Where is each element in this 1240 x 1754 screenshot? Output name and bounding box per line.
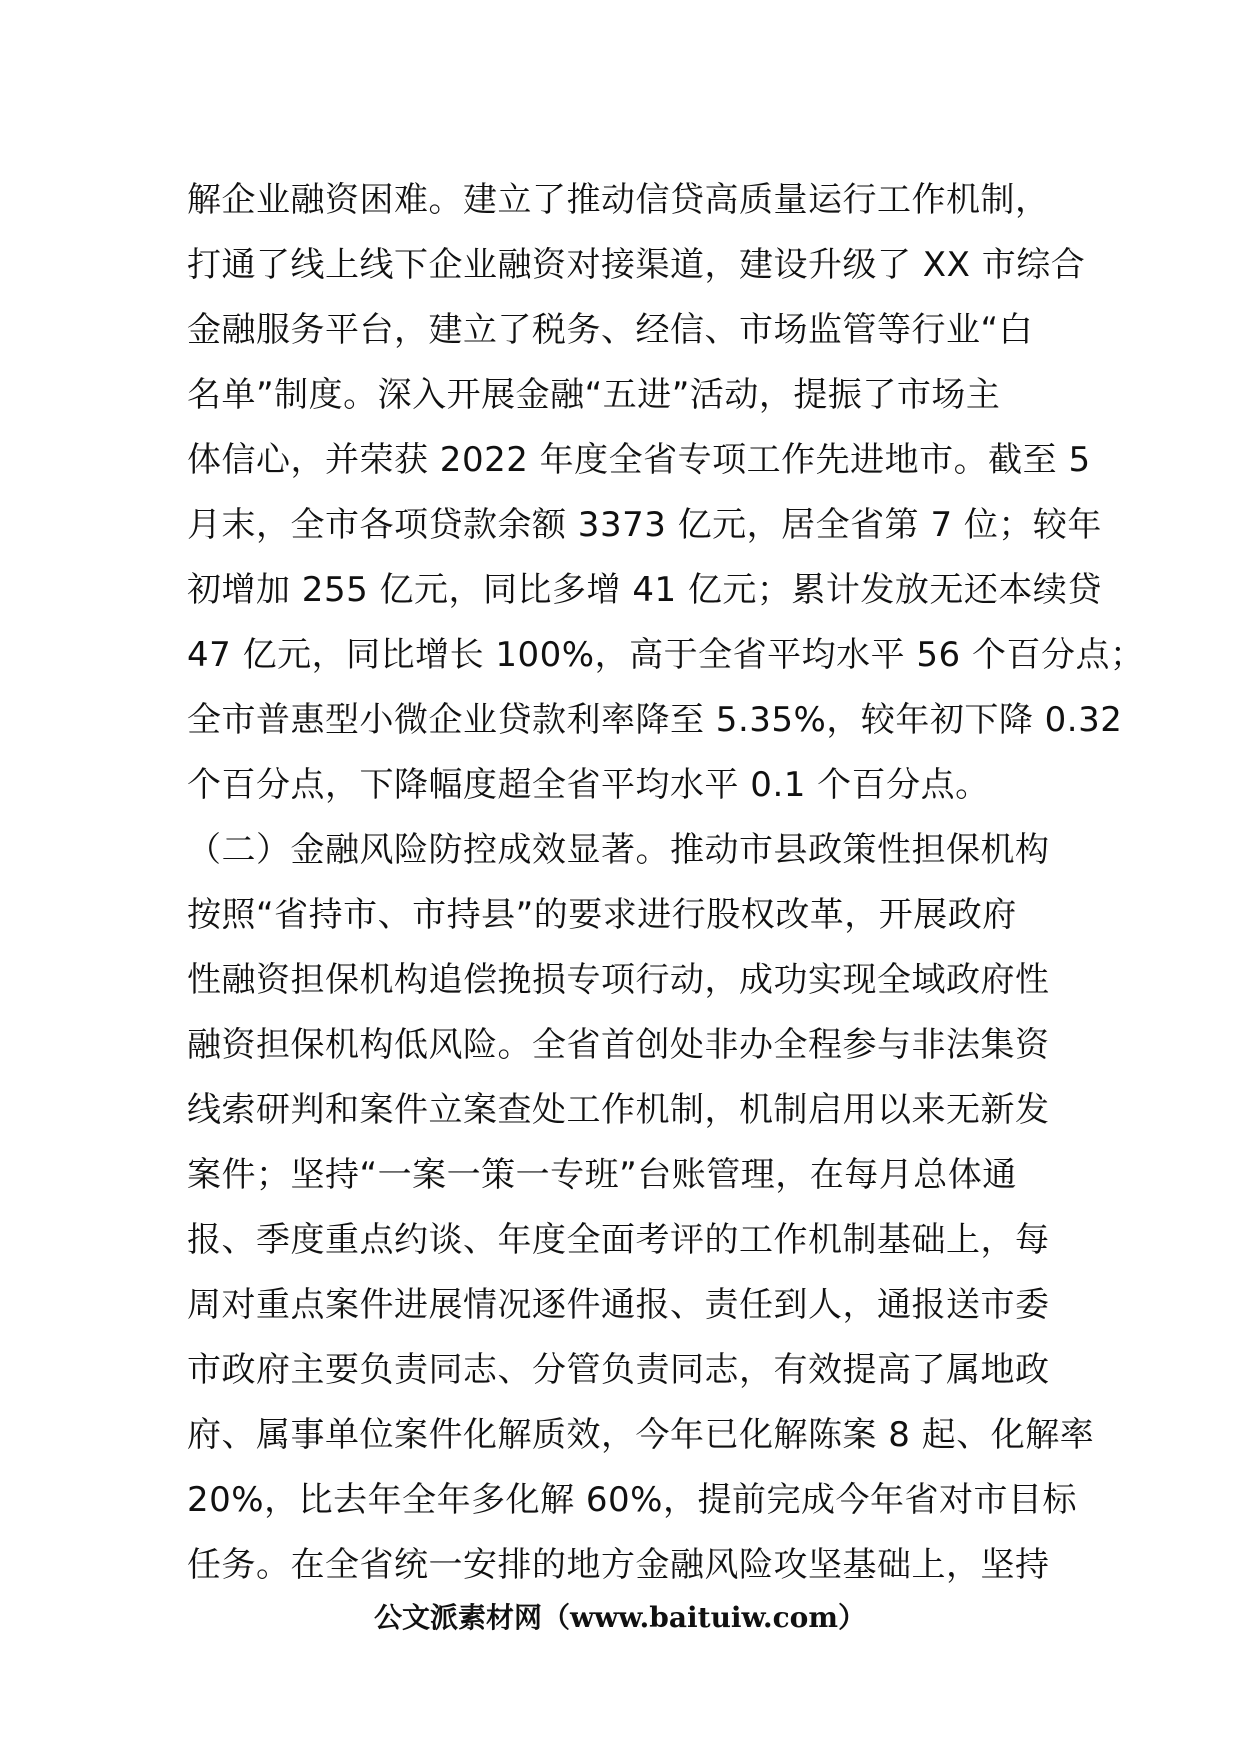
text-line: 案件；坚持“一案一策一专班”台账管理，在每月总体通	[187, 1155, 1017, 1195]
section-heading-line: （二）金融风险防控成效显著。推动市县政策性担保机构	[187, 830, 1050, 870]
footer-watermark: 公文派素材网（www.baituiw.com）	[374, 1601, 866, 1634]
text-line: 周对重点案件进展情况逐件通报、责任到人，通报送市委	[187, 1285, 1050, 1325]
text-line: 报、季度重点约谈、年度全面考评的工作机制基础上，每	[187, 1220, 1050, 1260]
text-line: 解企业融资困难。建立了推动信贷高质量运行工作机制，	[187, 180, 1050, 220]
text-line: 融资担保机构低风险。全省首创处非办全程参与非法集资	[187, 1025, 1050, 1065]
text-line: 市政府主要负责同志、分管负责同志，有效提高了属地政	[187, 1350, 1050, 1390]
text-line: 体信心，并荣获 2022 年度全省专项工作先进地市。截至 5	[187, 440, 1091, 480]
text-line: 月末，全市各项贷款余额 3373 亿元，居全省第 7 位；较年	[187, 505, 1102, 545]
text-line: 府、属事单位案件化解质效，今年已化解陈案 8 起、化解率	[187, 1415, 1095, 1455]
text-line: 个百分点，下降幅度超全省平均水平 0.1 个百分点。	[187, 765, 990, 805]
text-line: 全市普惠型小微企业贷款利率降至 5.35%，较年初下降 0.32	[187, 700, 1123, 740]
text-line: 性融资担保机构追偿挽损专项行动，成功实现全域政府性	[187, 960, 1050, 1000]
body-paragraphs	[187, 168, 1145, 1598]
text-line: 名单”制度。深入开展金融“五进”活动，提振了市场主	[187, 375, 1001, 415]
text-line: 按照“省持市、市持县”的要求进行股权改革，开展政府	[187, 895, 1017, 935]
text-line: 打通了线上线下企业融资对接渠道，建设升级了 XX 市综合	[187, 245, 1086, 285]
text-line: 初增加 255 亿元，同比多增 41 亿元；累计发放无还本续贷	[187, 570, 1102, 610]
text-line: 任务。在全省统一安排的地方金融风险攻坚基础上，坚持	[187, 1545, 1050, 1585]
text-line: 20%，比去年全年多化解 60%，提前完成今年省对市目标	[187, 1480, 1077, 1520]
text-line: 47 亿元，同比增长 100%，高于全省平均水平 56 个百分点；	[187, 635, 1145, 675]
text-line: 线索研判和案件立案查处工作机制，机制启用以来无新发	[187, 1090, 1050, 1130]
text-line: 金融服务平台，建立了税务、经信、市场监管等行业“白	[187, 310, 1034, 350]
